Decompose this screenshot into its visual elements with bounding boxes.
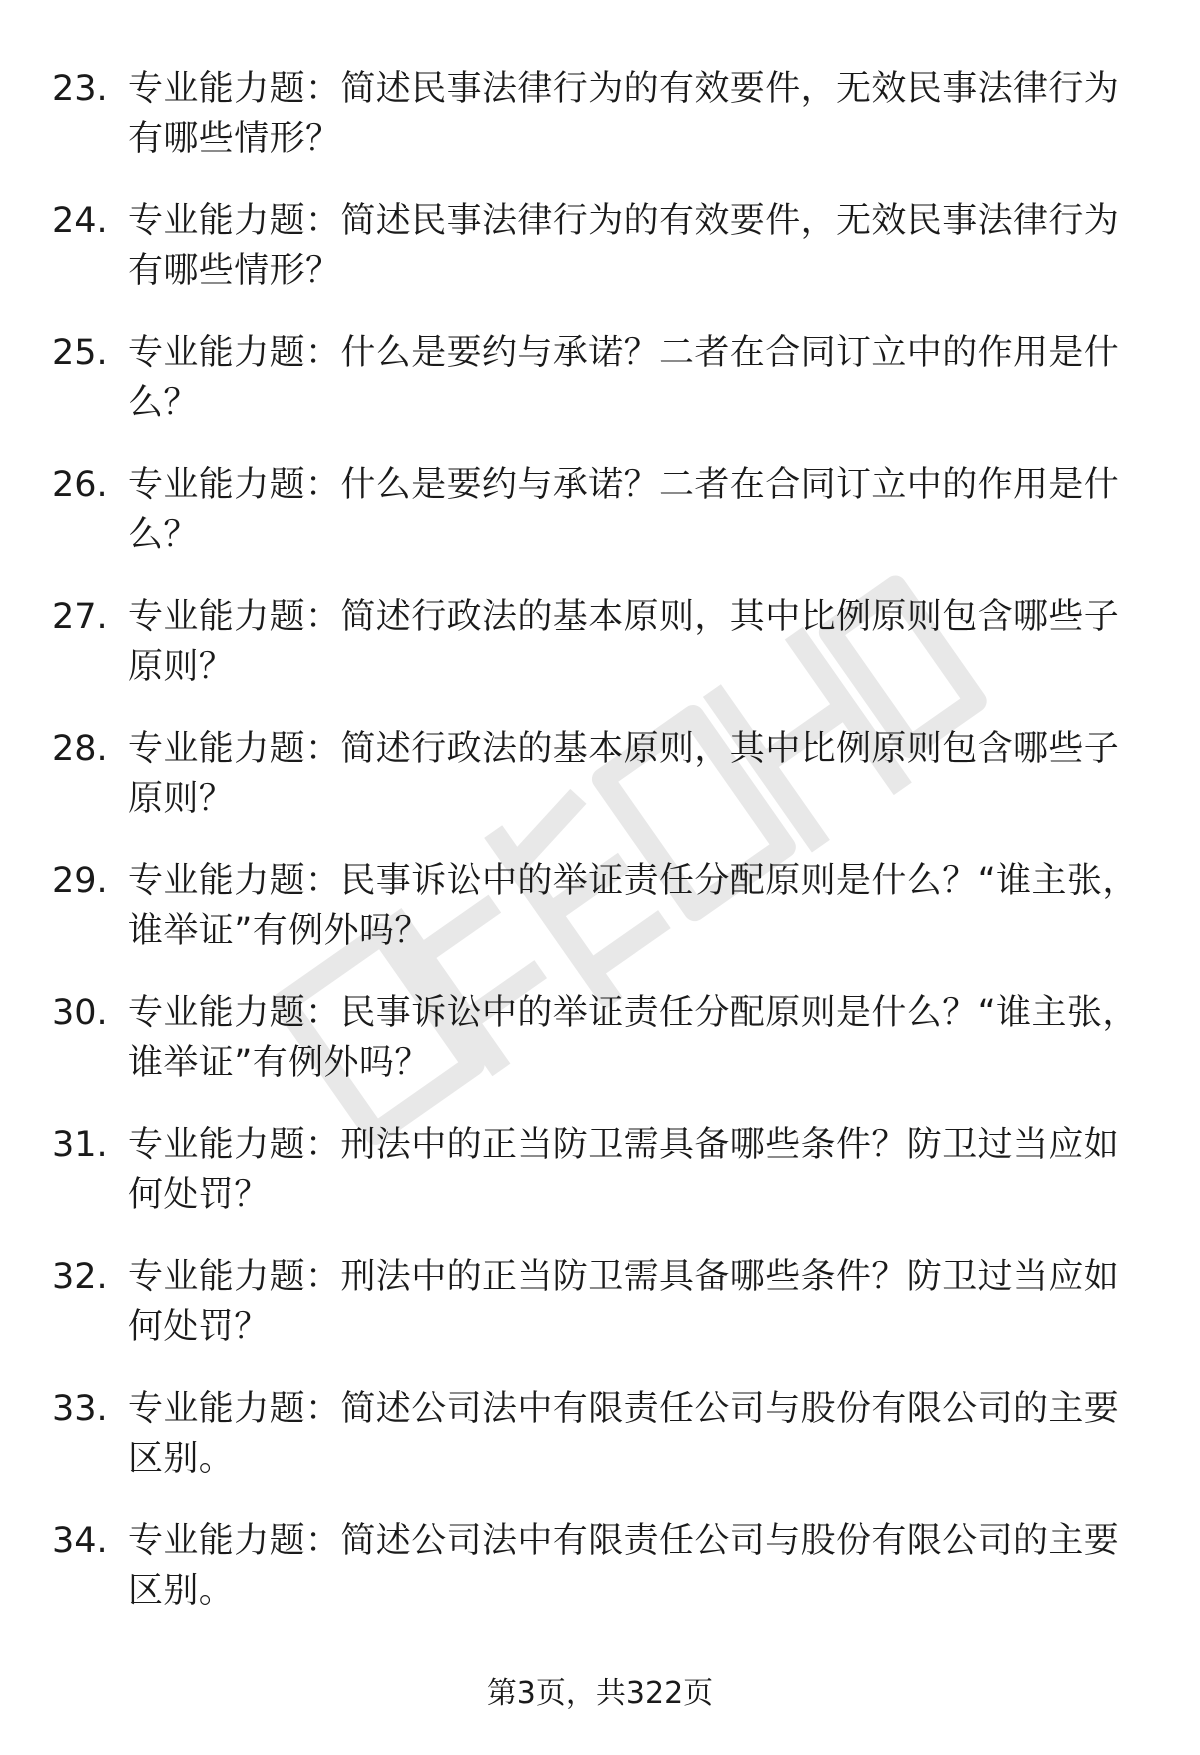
question-item bbox=[0, 576, 1200, 708]
question-item bbox=[0, 48, 1200, 180]
question-text: 专业能力题：简述公司法中有限责任公司与股份有限公司的主要区别。 bbox=[128, 1521, 1120, 1611]
question-text: 专业能力题：什么是要约与承诺？二者在合同订立中的作用是什么？ bbox=[128, 465, 1120, 555]
question-text: 专业能力题：简述行政法的基本原则，其中比例原则包含哪些子原则？ bbox=[128, 729, 1120, 819]
question-item bbox=[0, 972, 1200, 1104]
question-number: 23. bbox=[52, 69, 108, 109]
question-number: 32. bbox=[52, 1257, 108, 1297]
question-text: 专业能力题：刑法中的正当防卫需具备哪些条件？防卫过当应如何处罚？ bbox=[128, 1257, 1120, 1347]
question-text: 专业能力题：民事诉讼中的举证责任分配原则是什么？“谁主张，谁举证”有例外吗？ bbox=[128, 993, 1138, 1083]
question-list bbox=[0, 48, 1200, 1632]
question-text: 专业能力题：简述民事法律行为的有效要件，无效民事法律行为有哪些情形？ bbox=[128, 201, 1120, 291]
question-text: 专业能力题：简述公司法中有限责任公司与股份有限公司的主要区别。 bbox=[128, 1389, 1120, 1479]
question-item bbox=[0, 312, 1200, 444]
question-item bbox=[0, 1500, 1200, 1632]
question-text: 专业能力题：什么是要约与承诺？二者在合同订立中的作用是什么？ bbox=[128, 333, 1120, 423]
question-number: 31. bbox=[52, 1125, 108, 1165]
question-item bbox=[0, 840, 1200, 972]
question-number: 26. bbox=[52, 465, 108, 505]
question-number: 30. bbox=[52, 993, 108, 1033]
question-item bbox=[0, 444, 1200, 576]
question-number: 34. bbox=[52, 1521, 108, 1561]
question-number: 24. bbox=[52, 201, 108, 241]
question-text: 专业能力题：刑法中的正当防卫需具备哪些条件？防卫过当应如何处罚？ bbox=[128, 1125, 1120, 1215]
question-number: 27. bbox=[52, 597, 108, 637]
question-text: 专业能力题：简述民事法律行为的有效要件，无效民事法律行为有哪些情形？ bbox=[128, 69, 1120, 159]
question-item bbox=[0, 708, 1200, 840]
question-item bbox=[0, 1236, 1200, 1368]
question-number: 28. bbox=[52, 729, 108, 769]
question-item bbox=[0, 1104, 1200, 1236]
question-text: 专业能力题：民事诉讼中的举证责任分配原则是什么？“谁主张，谁举证”有例外吗？ bbox=[128, 861, 1138, 951]
page-number: 第3页，共322页 bbox=[486, 1676, 714, 1711]
question-number: 29. bbox=[52, 861, 108, 901]
question-item bbox=[0, 1368, 1200, 1500]
question-number: 25. bbox=[52, 333, 108, 373]
question-number: 33. bbox=[52, 1389, 108, 1429]
question-text: 专业能力题：简述行政法的基本原则，其中比例原则包含哪些子原则？ bbox=[128, 597, 1120, 687]
question-item bbox=[0, 180, 1200, 312]
